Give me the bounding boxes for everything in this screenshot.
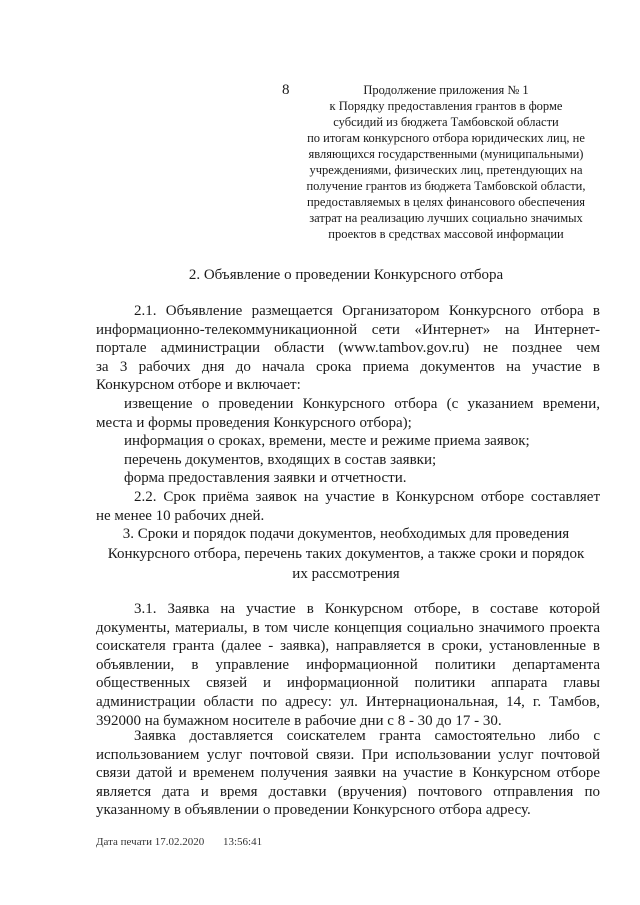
- header-line: проектов в средствах массовой информации: [328, 227, 564, 241]
- text-line: Заявка доставляется соискателем гранта самостоятельно либо с: [134, 728, 600, 744]
- paragraph-2-1: [96, 302, 600, 525]
- header-line: субсидий из бюджета Тамбовской области: [333, 115, 559, 129]
- header-line: являющихся государственными (муниципальными): [308, 147, 584, 161]
- header-line: к Порядку предоставления грантов в форме: [329, 99, 563, 113]
- header-line: затрат на реализацию лучших социально значимых: [309, 211, 583, 225]
- text-line: Конкурсном отборе и включает:: [96, 377, 301, 394]
- text-line: объявлении, в управление информационной политики департамента: [96, 656, 600, 673]
- header-line: Продолжение приложения № 1: [363, 83, 529, 97]
- text-line: документы, материалы, в том числе концепция социально значимого проекта: [96, 619, 600, 636]
- text-line: связи датой и временем получения заявки на участие в Конкурсном отборе: [96, 765, 600, 782]
- header-line: по итогам конкурсного отбора юридических лиц, не: [307, 131, 585, 145]
- text-line: портале администрации области (www.tambov.gov.ru) не позднее чем: [96, 340, 600, 357]
- text-line: 3.1. Заявка на участие в Конкурсном отборе, в составе которой: [134, 601, 600, 617]
- header-line: учреждениями, физических лиц, претендующих на: [309, 163, 583, 177]
- text-line: информационно-телекоммуникационной сети «Интернет» на Интернет-: [96, 321, 600, 338]
- text-line: указанному в объявлении о проведении Конкурсного отбора адресу.: [96, 802, 531, 819]
- paragraph-3-2: [96, 727, 600, 820]
- text-line: 392000 на бумажном носителе в рабочие дни с 8 - 30 до 17 - 30.: [96, 712, 502, 729]
- text-line: администрации области по адресу: ул. Интернациональная, 14, г. Тамбов,: [96, 693, 600, 710]
- print-date-footer: [96, 836, 278, 848]
- section-3-title-line: Конкурсного отбора, перечень таких документов, а также сроки и порядок: [107, 546, 585, 562]
- text-line: использованием услуг почтовой связи. При использовании услуг почтовой: [96, 746, 600, 763]
- header-line: предоставляемых в целях финансового обеспечения: [306, 195, 586, 209]
- list-item: форма предоставления заявки и отчетности.: [124, 470, 407, 487]
- appendix-header: [296, 82, 596, 242]
- list-item-continuation: места и формы проведения Конкурсного отбора);: [96, 414, 412, 431]
- section-3-title: [96, 524, 596, 584]
- list-item: информация о сроках, времени, месте и режиме приема заявок;: [124, 433, 530, 450]
- section-2-title: 2. Объявление о проведении Конкурсного отбора: [188, 267, 504, 283]
- paragraph-2-2-line: 2.2. Срок приёма заявок на участие в Конкурсном отборе составляет: [134, 488, 600, 505]
- text-line: соискателя гранта (далее - заявка), направляется в сроки, установленные в: [96, 638, 600, 655]
- section-3-title-line: их рассмотрения: [292, 566, 400, 582]
- paragraph-3-1: [96, 600, 600, 730]
- page-number: 8: [282, 82, 290, 98]
- section-3-title-line: 3. Сроки и порядок подачи документов, необходимых для проведения: [122, 526, 570, 542]
- text-line: является дата и время доставки (вручения) почтового отправления по: [96, 783, 600, 800]
- list-item: перечень документов, входящих в состав заявки;: [124, 451, 437, 468]
- text-line: за 3 рабочих дня до начала срока приема документов на участие в: [96, 358, 600, 375]
- print-date-label: Дата печати 17.02.2020: [96, 836, 205, 848]
- print-time: 13:56:41: [223, 836, 263, 848]
- header-line: получение грантов из бюджета Тамбовской области,: [306, 179, 586, 193]
- text-line: общественных связей и информационной политики аппарата главы: [96, 675, 600, 692]
- paragraph-2-2-line: не менее 10 рабочих дней.: [96, 507, 265, 524]
- list-item: извещение о проведении Конкурсного отбора (с указанием времени,: [124, 395, 600, 412]
- text-line: 2.1. Объявление размещается Организатором Конкурсного отбора в: [134, 303, 600, 319]
